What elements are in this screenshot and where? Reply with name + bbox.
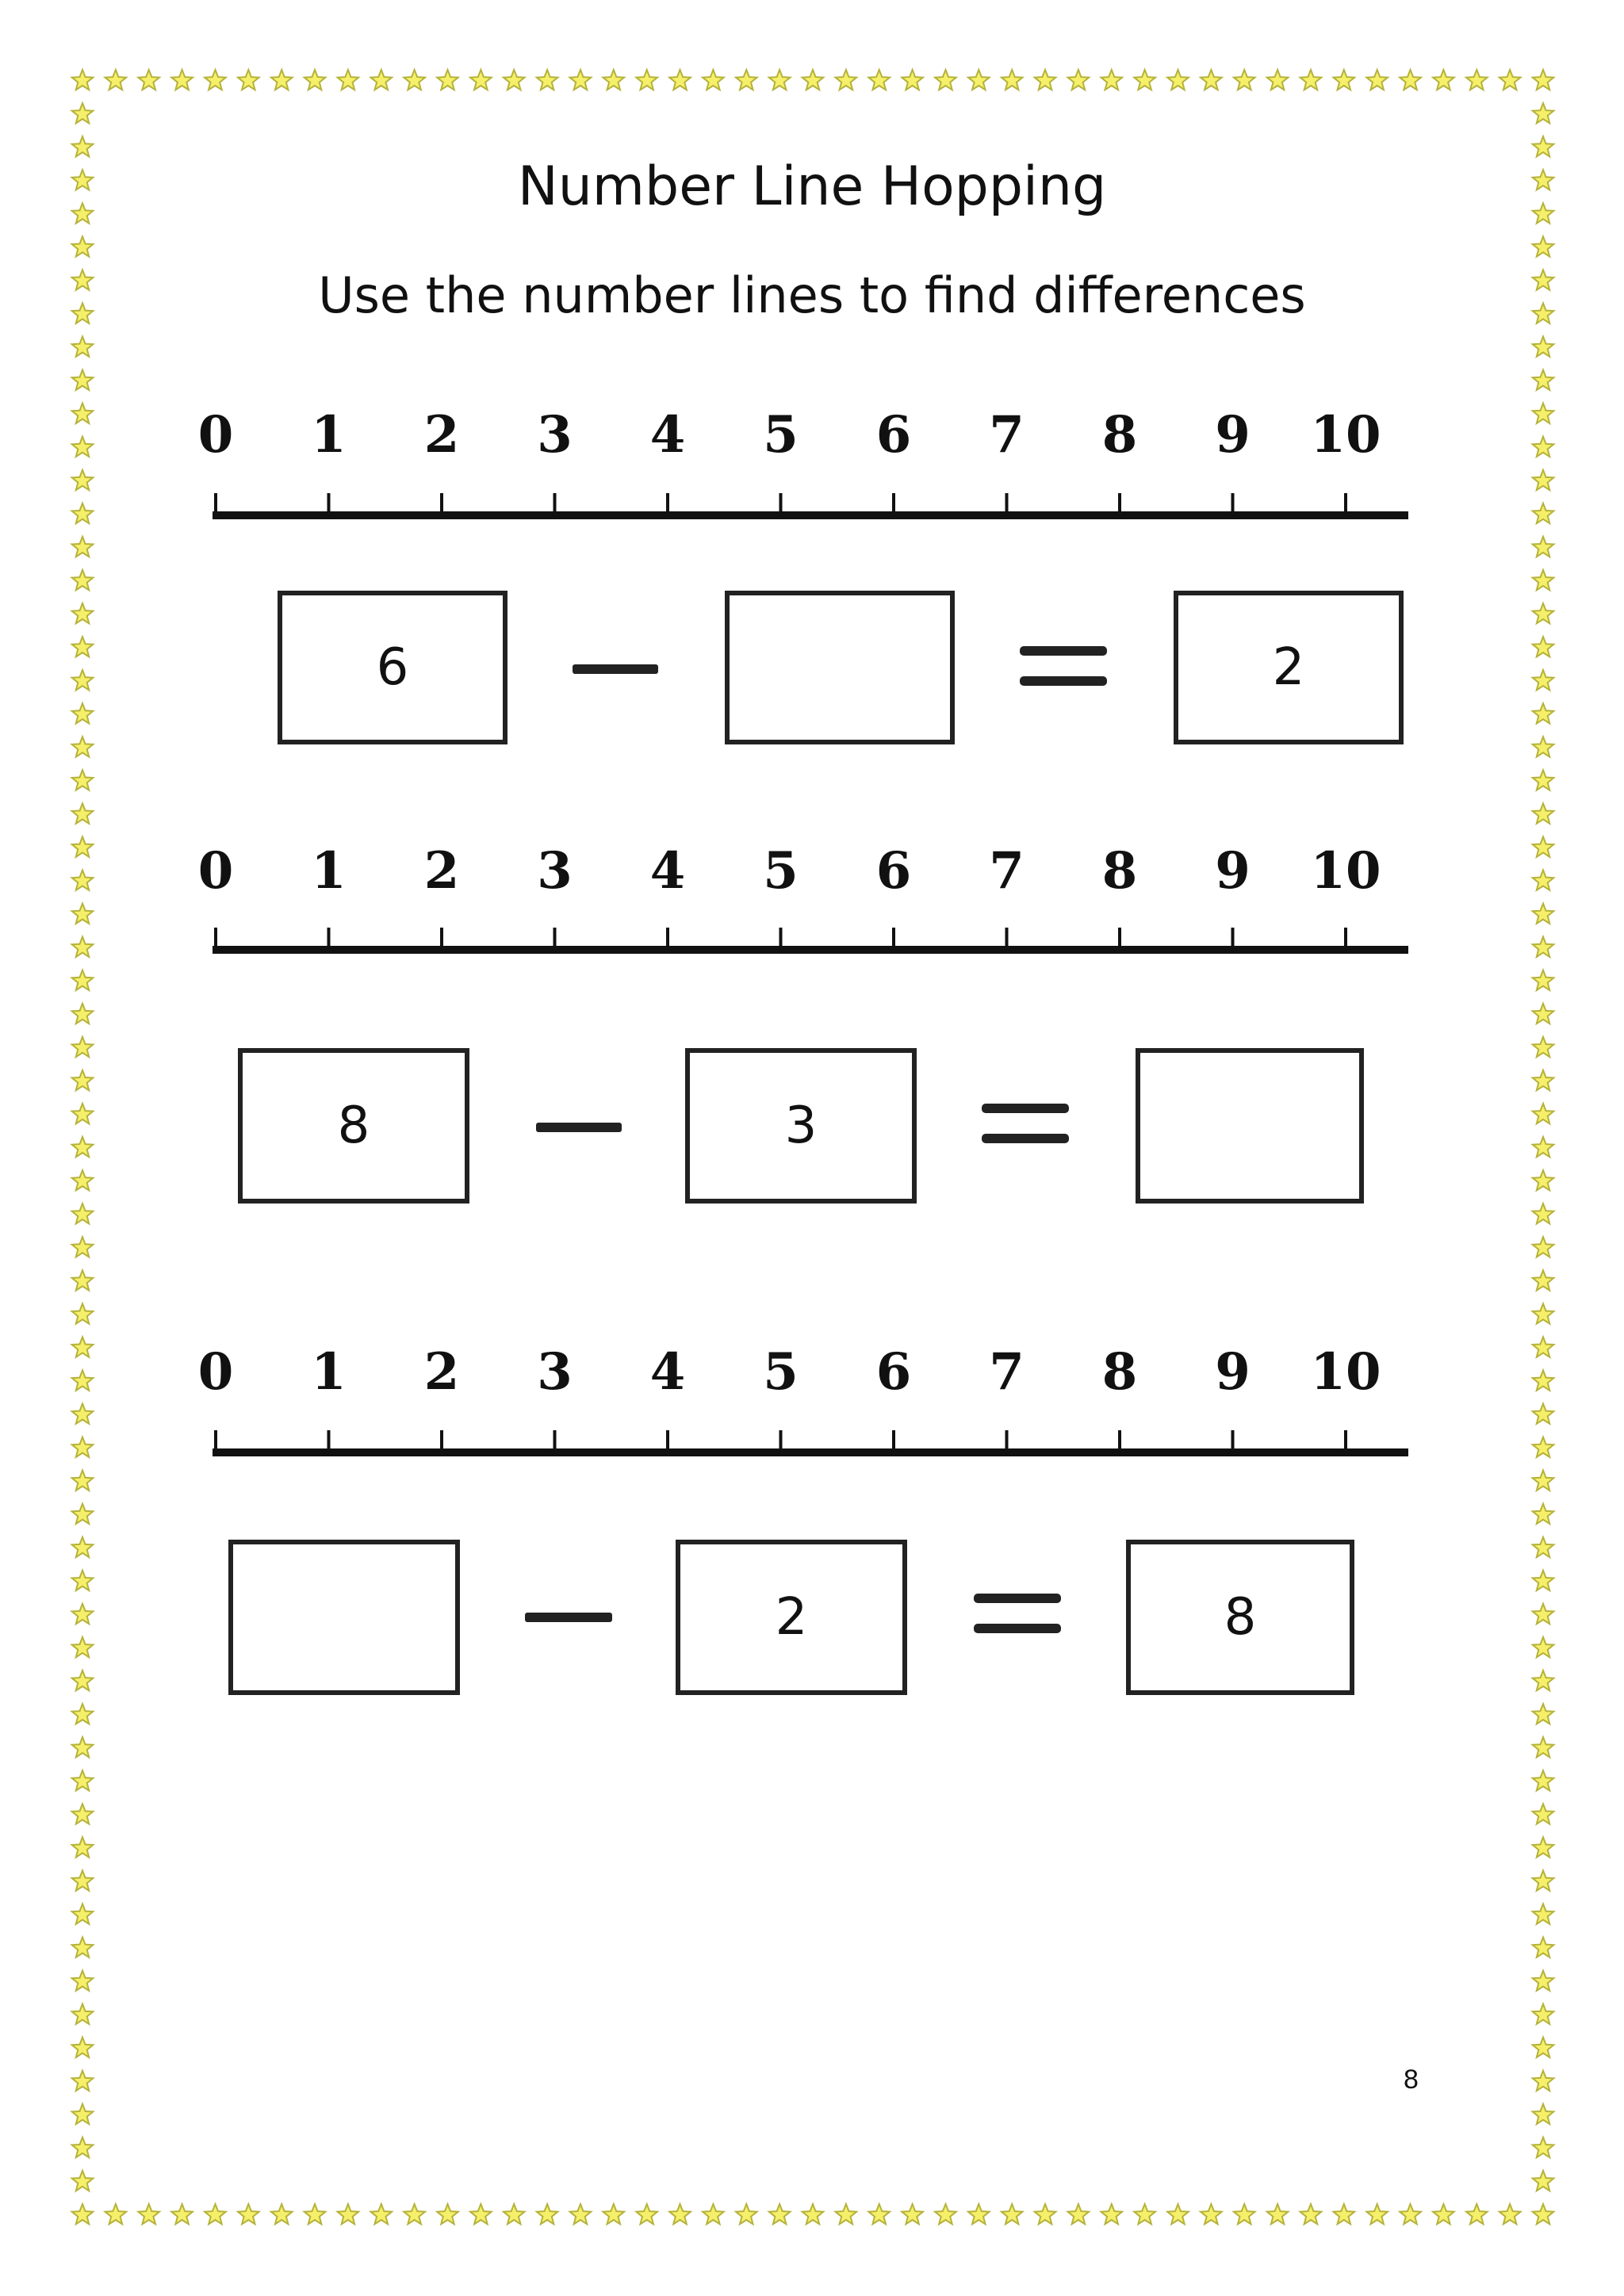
border-star xyxy=(1533,2038,1554,2057)
border-star xyxy=(1533,1604,1554,1624)
number-line-tick-label: 5 xyxy=(763,1342,799,1402)
border-star xyxy=(636,2204,657,2224)
border-star xyxy=(1366,70,1388,90)
border-star xyxy=(1002,70,1023,90)
border-star xyxy=(72,1303,94,1323)
number-line-tick-label: 10 xyxy=(1310,841,1381,901)
border-star xyxy=(1533,1504,1554,1524)
number-line-tick-label: 9 xyxy=(1215,405,1251,465)
border-star xyxy=(1533,1070,1554,1090)
border-star xyxy=(1201,70,1222,90)
border-star xyxy=(836,70,857,90)
border-star xyxy=(171,70,193,90)
number-line-tick-label: 2 xyxy=(423,405,460,465)
border-star xyxy=(72,1270,94,1290)
border-star xyxy=(72,2204,94,2224)
border-star xyxy=(1533,770,1554,790)
page-number: 8 xyxy=(1404,2064,1419,2095)
border-star xyxy=(72,437,94,457)
border-star xyxy=(72,1237,94,1257)
number-line-tick-label: 7 xyxy=(989,841,1025,901)
border-star xyxy=(1533,1137,1554,1157)
border-star xyxy=(603,70,625,90)
border-star xyxy=(72,1203,94,1223)
border-star xyxy=(72,1804,94,1823)
border-star xyxy=(72,136,94,156)
number-line-tick-label: 1 xyxy=(311,405,347,465)
number-line-tick-label: 7 xyxy=(989,1342,1025,1402)
problem-3-first-box[interactable] xyxy=(228,1540,460,1695)
border-star xyxy=(902,70,923,90)
border-star xyxy=(404,70,425,90)
border-star xyxy=(238,2204,259,2224)
number-line-tick-label: 5 xyxy=(763,405,799,465)
number-line-tick-label: 0 xyxy=(197,1342,234,1402)
border-star xyxy=(1068,2204,1090,2224)
number-line-tick-label: 0 xyxy=(197,841,234,901)
number-line-tick-label: 7 xyxy=(989,405,1025,465)
border-star xyxy=(72,2171,94,2191)
number-line-tick-label: 10 xyxy=(1310,405,1381,465)
border-star xyxy=(1167,70,1189,90)
number-line-tick-label: 6 xyxy=(875,405,912,465)
border-star xyxy=(537,2204,558,2224)
problem-2-minus-sign xyxy=(536,1123,622,1132)
border-star xyxy=(72,770,94,790)
problem-1-first-box[interactable]: 6 xyxy=(278,591,508,744)
border-star xyxy=(736,2204,757,2224)
border-star xyxy=(1533,937,1554,957)
border-star xyxy=(72,970,94,990)
border-star xyxy=(171,2204,193,2224)
border-star xyxy=(1267,2204,1289,2224)
border-star xyxy=(669,2204,691,2224)
border-star xyxy=(1300,2204,1322,2224)
border-star xyxy=(1533,70,1554,90)
border-star xyxy=(72,236,94,256)
problem-1-result-box[interactable]: 2 xyxy=(1174,591,1404,744)
border-star xyxy=(72,1104,94,1123)
number-line-tick-label: 2 xyxy=(423,841,460,901)
border-star xyxy=(1533,470,1554,490)
border-star xyxy=(1533,437,1554,457)
border-star xyxy=(72,1337,94,1357)
border-star xyxy=(1500,2204,1521,2224)
border-star xyxy=(703,2204,724,2224)
border-star xyxy=(72,404,94,423)
border-star xyxy=(72,603,94,623)
border-star xyxy=(72,70,94,90)
border-star xyxy=(1366,2204,1388,2224)
border-star xyxy=(404,2204,425,2224)
border-star xyxy=(1533,2204,1554,2224)
border-star xyxy=(72,1904,94,1923)
border-star xyxy=(1533,670,1554,690)
number-line-tick-label: 10 xyxy=(1310,1342,1381,1402)
border-star xyxy=(636,70,657,90)
border-star xyxy=(1533,136,1554,156)
number-line-tick-label: 3 xyxy=(537,1342,573,1402)
border-star xyxy=(1533,1704,1554,1724)
border-star xyxy=(72,570,94,590)
border-star xyxy=(504,2204,525,2224)
number-line-tick-label: 9 xyxy=(1215,841,1251,901)
border-star xyxy=(1533,2071,1554,2091)
border-star xyxy=(1533,337,1554,357)
number-line-tick-label: 6 xyxy=(875,1342,912,1402)
border-star xyxy=(1101,2204,1123,2224)
border-star xyxy=(1533,2137,1554,2157)
border-star xyxy=(1533,1870,1554,1890)
border-star xyxy=(304,2204,326,2224)
border-star xyxy=(1334,2204,1355,2224)
border-star xyxy=(72,1537,94,1557)
border-star xyxy=(1533,803,1554,823)
border-star xyxy=(72,1571,94,1590)
border-star xyxy=(1101,70,1123,90)
border-star xyxy=(1533,970,1554,990)
border-star xyxy=(1466,70,1488,90)
border-star xyxy=(1134,2204,1155,2224)
problem-1-second-box[interactable] xyxy=(725,591,955,744)
border-star xyxy=(968,2204,990,2224)
border-star xyxy=(769,2204,791,2224)
border-star xyxy=(802,2204,824,2224)
border-star xyxy=(1533,1804,1554,1823)
border-star xyxy=(72,836,94,856)
border-star xyxy=(72,737,94,756)
number-line-tick-label: 8 xyxy=(1101,1342,1138,1402)
border-star xyxy=(1533,1971,1554,1991)
border-star xyxy=(1533,1270,1554,1290)
border-star xyxy=(1533,1170,1554,1190)
border-star xyxy=(371,2204,393,2224)
border-star xyxy=(72,1670,94,1690)
border-star xyxy=(72,1504,94,1524)
border-star xyxy=(802,70,824,90)
border-star xyxy=(271,2204,293,2224)
border-star xyxy=(72,2137,94,2157)
border-star xyxy=(1533,2004,1554,2024)
border-star xyxy=(72,1770,94,1790)
number-line-tick-label: 9 xyxy=(1215,1342,1251,1402)
border-star xyxy=(703,70,724,90)
border-star xyxy=(504,70,525,90)
border-star xyxy=(1533,703,1554,723)
border-star xyxy=(338,2204,359,2224)
border-star xyxy=(736,70,757,90)
border-star xyxy=(1533,1437,1554,1457)
border-star xyxy=(1035,2204,1056,2224)
border-star xyxy=(72,1737,94,1757)
problem-2-first-box[interactable]: 8 xyxy=(238,1048,469,1203)
number-line-tick-label: 5 xyxy=(763,841,799,901)
border-star xyxy=(669,70,691,90)
border-star xyxy=(868,2204,890,2224)
border-star xyxy=(238,70,259,90)
border-star xyxy=(769,70,791,90)
border-star xyxy=(72,1137,94,1157)
border-star xyxy=(1533,1904,1554,1923)
number-line-tick-label: 8 xyxy=(1101,405,1138,465)
number-line-tick-label: 4 xyxy=(649,841,686,901)
border-star xyxy=(72,637,94,656)
problem-2-result-box[interactable] xyxy=(1136,1048,1364,1203)
border-star xyxy=(1533,1770,1554,1790)
border-star xyxy=(72,370,94,390)
problem-1-equals-sign xyxy=(1020,646,1107,687)
border-star xyxy=(1234,70,1255,90)
border-star xyxy=(935,70,956,90)
border-star xyxy=(72,1637,94,1657)
border-star xyxy=(105,70,127,90)
border-star xyxy=(1533,503,1554,523)
border-star xyxy=(1201,2204,1222,2224)
border-star xyxy=(570,70,592,90)
border-star xyxy=(1267,70,1289,90)
border-star xyxy=(138,2204,159,2224)
number-line-tick-label: 3 xyxy=(537,405,573,465)
border-star xyxy=(72,537,94,557)
border-star xyxy=(1433,2204,1454,2224)
border-star xyxy=(1533,637,1554,656)
border-star xyxy=(470,2204,492,2224)
border-star xyxy=(437,2204,458,2224)
border-star xyxy=(1533,1571,1554,1590)
border-star xyxy=(72,1604,94,1624)
border-star xyxy=(968,70,990,90)
border-star xyxy=(72,803,94,823)
border-star xyxy=(1533,570,1554,590)
border-star xyxy=(1533,1337,1554,1357)
border-star xyxy=(1533,603,1554,623)
number-line-tick-label: 8 xyxy=(1101,841,1138,901)
border-star xyxy=(72,1070,94,1090)
border-star xyxy=(470,70,492,90)
border-star xyxy=(271,70,293,90)
border-star xyxy=(1533,1237,1554,1257)
border-star xyxy=(72,1170,94,1190)
border-star xyxy=(72,2038,94,2057)
border-star xyxy=(1533,370,1554,390)
border-star xyxy=(72,871,94,890)
border-star xyxy=(72,2104,94,2124)
border-star xyxy=(1533,1203,1554,1223)
border-star xyxy=(72,1837,94,1857)
border-star xyxy=(72,2071,94,2091)
border-star xyxy=(1533,836,1554,856)
border-star xyxy=(1533,1370,1554,1390)
page-title: Number Line Hopping xyxy=(517,155,1107,218)
problem-3-equals-sign xyxy=(974,1594,1061,1635)
border-star xyxy=(138,70,159,90)
border-star xyxy=(1533,904,1554,924)
border-star xyxy=(72,1971,94,1991)
border-star xyxy=(1533,1670,1554,1690)
border-star xyxy=(1533,103,1554,123)
border-star xyxy=(1300,70,1322,90)
border-star xyxy=(1466,2204,1488,2224)
border-star xyxy=(1334,70,1355,90)
border-star xyxy=(1533,1471,1554,1490)
border-star xyxy=(1533,537,1554,557)
border-star xyxy=(72,2004,94,2024)
page-subtitle: Use the number lines to find differences xyxy=(318,266,1306,324)
border-star xyxy=(72,937,94,957)
border-star xyxy=(1533,1537,1554,1557)
border-star xyxy=(1533,1004,1554,1024)
border-star xyxy=(1433,70,1454,90)
border-star xyxy=(72,1404,94,1424)
border-star xyxy=(1167,2204,1189,2224)
problem-1-minus-sign xyxy=(573,664,658,674)
border-star xyxy=(72,1938,94,1957)
border-star xyxy=(371,70,393,90)
border-star xyxy=(72,1471,94,1490)
border-star xyxy=(1068,70,1090,90)
border-star xyxy=(72,904,94,924)
border-star xyxy=(1134,70,1155,90)
border-star xyxy=(1533,1303,1554,1323)
problem-3-second-box[interactable]: 2 xyxy=(676,1540,907,1695)
number-line-tick-label: 0 xyxy=(197,405,234,465)
border-star xyxy=(72,1037,94,1057)
problem-2-second-box[interactable]: 3 xyxy=(685,1048,917,1203)
border-star xyxy=(105,2204,127,2224)
border-star xyxy=(1533,2104,1554,2124)
border-star xyxy=(1533,871,1554,890)
border-star xyxy=(1533,1837,1554,1857)
border-star xyxy=(836,2204,857,2224)
border-star xyxy=(338,70,359,90)
number-line-tick-label: 4 xyxy=(649,405,686,465)
border-star xyxy=(72,1870,94,1890)
border-star xyxy=(1533,2171,1554,2191)
problem-2-equals-sign xyxy=(982,1104,1069,1145)
border-star xyxy=(1533,1037,1554,1057)
border-star xyxy=(537,70,558,90)
border-star xyxy=(72,1704,94,1724)
border-star xyxy=(437,70,458,90)
border-star xyxy=(570,2204,592,2224)
border-star xyxy=(1500,70,1521,90)
border-star xyxy=(304,70,326,90)
border-star xyxy=(72,670,94,690)
border-star xyxy=(1533,1938,1554,1957)
problem-3-result-box[interactable]: 8 xyxy=(1126,1540,1354,1695)
border-star xyxy=(1533,737,1554,756)
border-star xyxy=(72,1370,94,1390)
number-line-tick-label: 1 xyxy=(311,1342,347,1402)
border-star xyxy=(72,1437,94,1457)
border-star xyxy=(1035,70,1056,90)
border-star xyxy=(1234,2204,1255,2224)
border-star xyxy=(72,503,94,523)
border-star xyxy=(72,337,94,357)
border-star xyxy=(205,70,226,90)
border-star xyxy=(205,2204,226,2224)
border-star xyxy=(1400,2204,1421,2224)
number-line-tick-label: 3 xyxy=(537,841,573,901)
border-star xyxy=(1002,2204,1023,2224)
border-star xyxy=(72,103,94,123)
border-star xyxy=(1533,1737,1554,1757)
border-star xyxy=(72,1004,94,1024)
number-line-tick-label: 2 xyxy=(423,1342,460,1402)
border-star xyxy=(72,703,94,723)
border-star xyxy=(1533,236,1554,256)
border-star xyxy=(902,2204,923,2224)
number-line-tick-label: 1 xyxy=(311,841,347,901)
border-star xyxy=(1533,1404,1554,1424)
border-star xyxy=(1533,404,1554,423)
border-star xyxy=(72,470,94,490)
border-star xyxy=(868,70,890,90)
problem-3-minus-sign xyxy=(525,1613,612,1622)
border-star xyxy=(1533,1104,1554,1123)
border-star xyxy=(603,2204,625,2224)
border-star xyxy=(935,2204,956,2224)
number-line-tick-label: 6 xyxy=(875,841,912,901)
border-star xyxy=(1400,70,1421,90)
number-line-tick-label: 4 xyxy=(649,1342,686,1402)
border-star xyxy=(1533,1637,1554,1657)
